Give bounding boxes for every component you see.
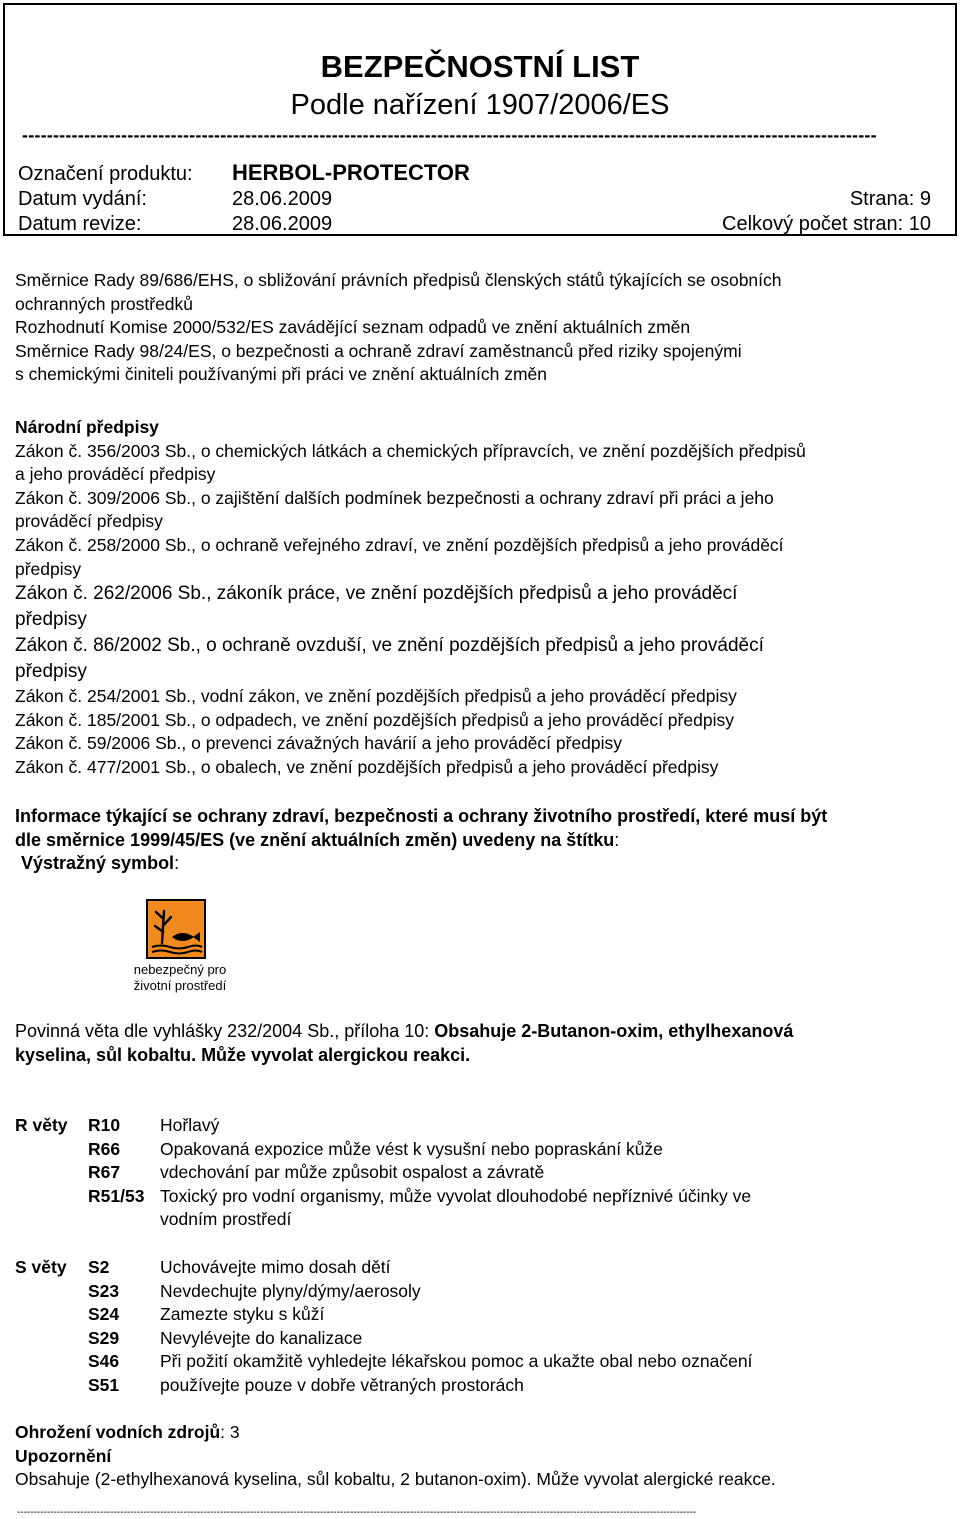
- issue-label: Datum vydání:: [18, 188, 147, 210]
- law-continuation: předpisy: [15, 661, 87, 683]
- national-regulations: [15, 416, 945, 780]
- national-heading: Národní předpisy: [15, 417, 159, 437]
- notice-heading: Upozornění: [15, 1445, 112, 1466]
- law-code: Zákon č. 477/2001 Sb.: [15, 756, 192, 777]
- law-code: Zákon č. 309/2006 Sb.: [15, 487, 192, 508]
- law-item: [15, 534, 945, 558]
- symbol-caption: nebezpečný pro životní prostředí: [133, 962, 227, 993]
- water-notice-block: [15, 1421, 945, 1492]
- issue-row: [18, 188, 332, 211]
- law-continuation: a jeho prováděcí předpisy: [15, 464, 216, 485]
- mandatory-bold: Obsahuje 2-Butanon-oxim, ethylhexanová: [434, 1021, 794, 1041]
- document-subtitle: Podle nařízení 1907/2006/ES: [290, 89, 670, 121]
- directive-line: s chemickými činiteli používanými při práci ve znění aktuálních změn: [15, 364, 548, 385]
- law-code: Zákon č. 258/2000 Sb.: [15, 534, 192, 555]
- issue-date: 28.06.2009: [232, 188, 333, 210]
- document-header: [3, 3, 957, 236]
- dead-tree-fish-icon: [146, 899, 206, 959]
- directive-line: Směrnice Rady 89/686/EHS, o sbližování právních předpisů členských států týkajících se osobních: [15, 270, 782, 290]
- law-item: [15, 685, 945, 709]
- law-text: , o chemických látkách a chemických přípravcích, ve znění pozdějších předpisů: [191, 440, 806, 461]
- law-text: , o ochraně ovzduší, ve znění pozdějších předpisů a jeho prováděcí: [195, 635, 764, 657]
- label-info-line: Informace týkající se ochrany zdraví, bezpečnosti a ochrany životního prostředí, které musí být: [15, 806, 828, 826]
- r-phrases-table: [15, 1114, 945, 1232]
- water-hazard: [15, 1421, 945, 1445]
- law-continuation: předpisy: [15, 609, 87, 631]
- law-text: , o zajištění dalších podmínek bezpečnosti a ochrany zdraví při práci a jeho: [191, 487, 774, 508]
- law-code: Zákon č. 185/2001 Sb.: [15, 709, 192, 730]
- mandatory-prefix: Povinná věta dle vyhlášky 232/2004 Sb., příloha 10:: [15, 1021, 435, 1041]
- document-title: BEZPEČNOSTNÍ LIST: [320, 49, 640, 84]
- total-pages: Celkový počet stran: 10: [722, 213, 931, 235]
- law-item: [15, 487, 945, 511]
- s-phrases-table: [15, 1256, 945, 1398]
- law-code: Zákon č. 254/2001 Sb.: [15, 686, 192, 707]
- r-phrase-row: R66 Opakovaná expozice může vést k vysušní nebo popraskání kůže: [88, 1138, 663, 1159]
- r-phrase-row: R67 vdechování par může způsobit ospalost a závratě: [88, 1162, 545, 1183]
- s-phrase-row: S29 Nevylévejte do kanalizace: [88, 1327, 363, 1348]
- r-phrase-row: vodním prostředí: [160, 1209, 292, 1230]
- mandatory-bold: kyselina, sůl kobaltu. Může vyvolat alergickou reakci.: [15, 1044, 471, 1065]
- s-phrase-row: S23 Nevdechujte plyny/dýmy/aerosoly: [88, 1280, 421, 1301]
- law-text: , o ochraně veřejného zdraví, ve znění pozdějších předpisů a jeho prováděcí: [191, 534, 784, 555]
- label-info-line: dle směrnice 1999/45/ES (ve znění aktuálních změn) uvedeny na štítku:: [15, 829, 620, 850]
- s-phrase-row: S51 používejte pouze v dobře větraných prostorách: [88, 1374, 524, 1395]
- law-text: , o obalech, ve znění pozdějších předpisů a jeho prováděcí předpisy: [191, 756, 719, 777]
- law-text: , vodní zákon, ve znění pozdějších předpisů a jeho prováděcí předpisy: [191, 686, 737, 707]
- law-text: , zákoník práce, ve znění pozdějších předpisů a jeho prováděcí: [206, 583, 738, 605]
- directive-line: Směrnice Rady 98/24/ES, o bezpečnosti a ochraně zdraví zaměstnanců před riziky spojenými: [15, 340, 742, 361]
- water-hazard-value: : 3: [220, 1422, 240, 1442]
- directives-block: [15, 269, 945, 387]
- law-continuation: prováděcí předpisy: [15, 511, 163, 532]
- law-item: [15, 709, 945, 733]
- r-phrase-row: R věty R10 Hořlavý: [15, 1114, 945, 1138]
- directive-line: Rozhodnutí Komise 2000/532/ES zavádějící seznam odpadů ve znění aktuálních změn: [15, 317, 691, 338]
- law-text: , o prevenci závažných havárií a jeho prováděcí předpisy: [181, 733, 623, 754]
- notice-text: Obsahuje (2-ethylhexanová kyselina, sůl kobaltu, 2 butanon-oxim). Může vyvolat alergické reakce.: [15, 1469, 776, 1490]
- law-code: Zákon č. 356/2003 Sb.: [15, 440, 192, 461]
- s-phrase-row: S24 Zamezte styku s kůží: [88, 1304, 325, 1325]
- footer-divider: ------------------------------------------------------------------------------------------------------------------------------------------------------------------------------------------------------------: [17, 1508, 697, 1518]
- product-name: HERBOL-PROTECTOR: [232, 160, 470, 185]
- law-item: [15, 756, 945, 780]
- r-phrases-label: R věty: [15, 1115, 68, 1135]
- water-hazard-label: Ohrožení vodních zdrojů: [15, 1422, 221, 1442]
- revision-label: Datum revize:: [18, 213, 142, 235]
- law-item: [15, 633, 945, 659]
- product-row: [18, 160, 470, 186]
- s-phrases-label: S věty: [15, 1257, 67, 1277]
- product-label: Označení produktu:: [18, 163, 193, 185]
- revision-date: 28.06.2009: [232, 213, 333, 235]
- label-info-block: [15, 805, 945, 876]
- law-code: Zákon č. 262/2006 Sb.: [15, 583, 207, 605]
- s-phrase-row: S46 Při požití okamžitě vyhledejte lékařskou pomoc a ukažte obal nebo označení: [88, 1351, 753, 1372]
- header-divider: ------------------------------------------------------------------------------------------------------------------------------------------: [22, 126, 877, 144]
- symbol-heading: Výstražný symbol:: [21, 853, 180, 874]
- mandatory-sentence: [15, 1020, 945, 1067]
- law-item: [15, 732, 945, 756]
- law-item: [15, 581, 945, 607]
- s-phrase-row: S věty S2 Uchovávejte mimo dosah dětí: [15, 1256, 945, 1280]
- directive-line: ochranných prostředků: [15, 293, 194, 314]
- revision-row: [18, 213, 332, 236]
- law-item: [15, 440, 945, 464]
- page-number: Strana: 9: [849, 188, 931, 210]
- law-code: Zákon č. 86/2002 Sb.: [15, 635, 196, 657]
- r-phrase-row: R51/53 Toxický pro vodní organismy, může vyvolat dlouhodobé nepříznivé účinky ve: [88, 1185, 752, 1206]
- law-continuation: předpisy: [15, 558, 82, 579]
- law-code: Zákon č. 59/2006 Sb.: [15, 733, 182, 754]
- law-text: , o odpadech, ve znění pozdějších předpisů a jeho prováděcí předpisy: [191, 709, 734, 730]
